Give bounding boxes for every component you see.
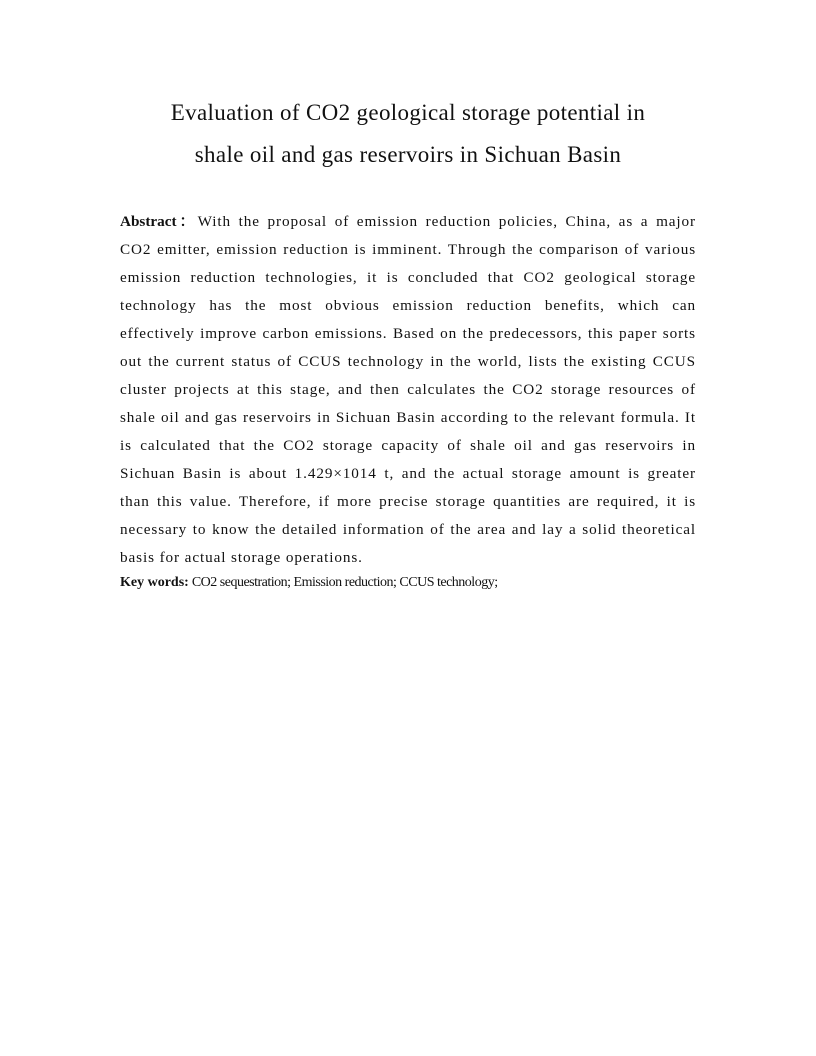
abstract-paragraph	[120, 208, 696, 572]
keywords-label: Key words:	[120, 575, 189, 590]
abstract-label: Abstract：	[120, 213, 198, 230]
abstract-text: With the proposal of emission reduction policies, China, as a major CO2 emitter, emission reduction is imminent. Through the comparison of various emission reduction technologies, it is concluded that CO2 geological storage technology has the most obvious emission reduction benefits, which can effectively improve carbon emissions. Based on the predecessors, this paper sorts out the current status of CCUS technology in the world, lists the existing CCUS cluster projects at this stage, and then calculates the CO2 storage resources of shale oil and gas reservoirs in Sichuan Basin according to the relevant formula. It is calculated that the CO2 storage capacity of shale oil and gas reservoirs in Sichuan Basin is about 1.429×1014 t, and the actual storage amount is greater than this value. Therefore, if more precise storage quantities are required, it is necessary to know the detailed information of the area and lay a solid theoretical basis for actual storage operations.	[120, 213, 697, 566]
keywords-line	[120, 572, 696, 594]
keywords-text: CO2 sequestration; Emission reduction; CCUS technology;	[191, 575, 498, 590]
paper-title-line-2: shale oil and gas reservoirs in Sichuan Basin	[194, 142, 622, 167]
paper-title-line-1: Evaluation of CO2 geological storage potential in	[170, 100, 646, 125]
paper-title	[120, 92, 696, 176]
